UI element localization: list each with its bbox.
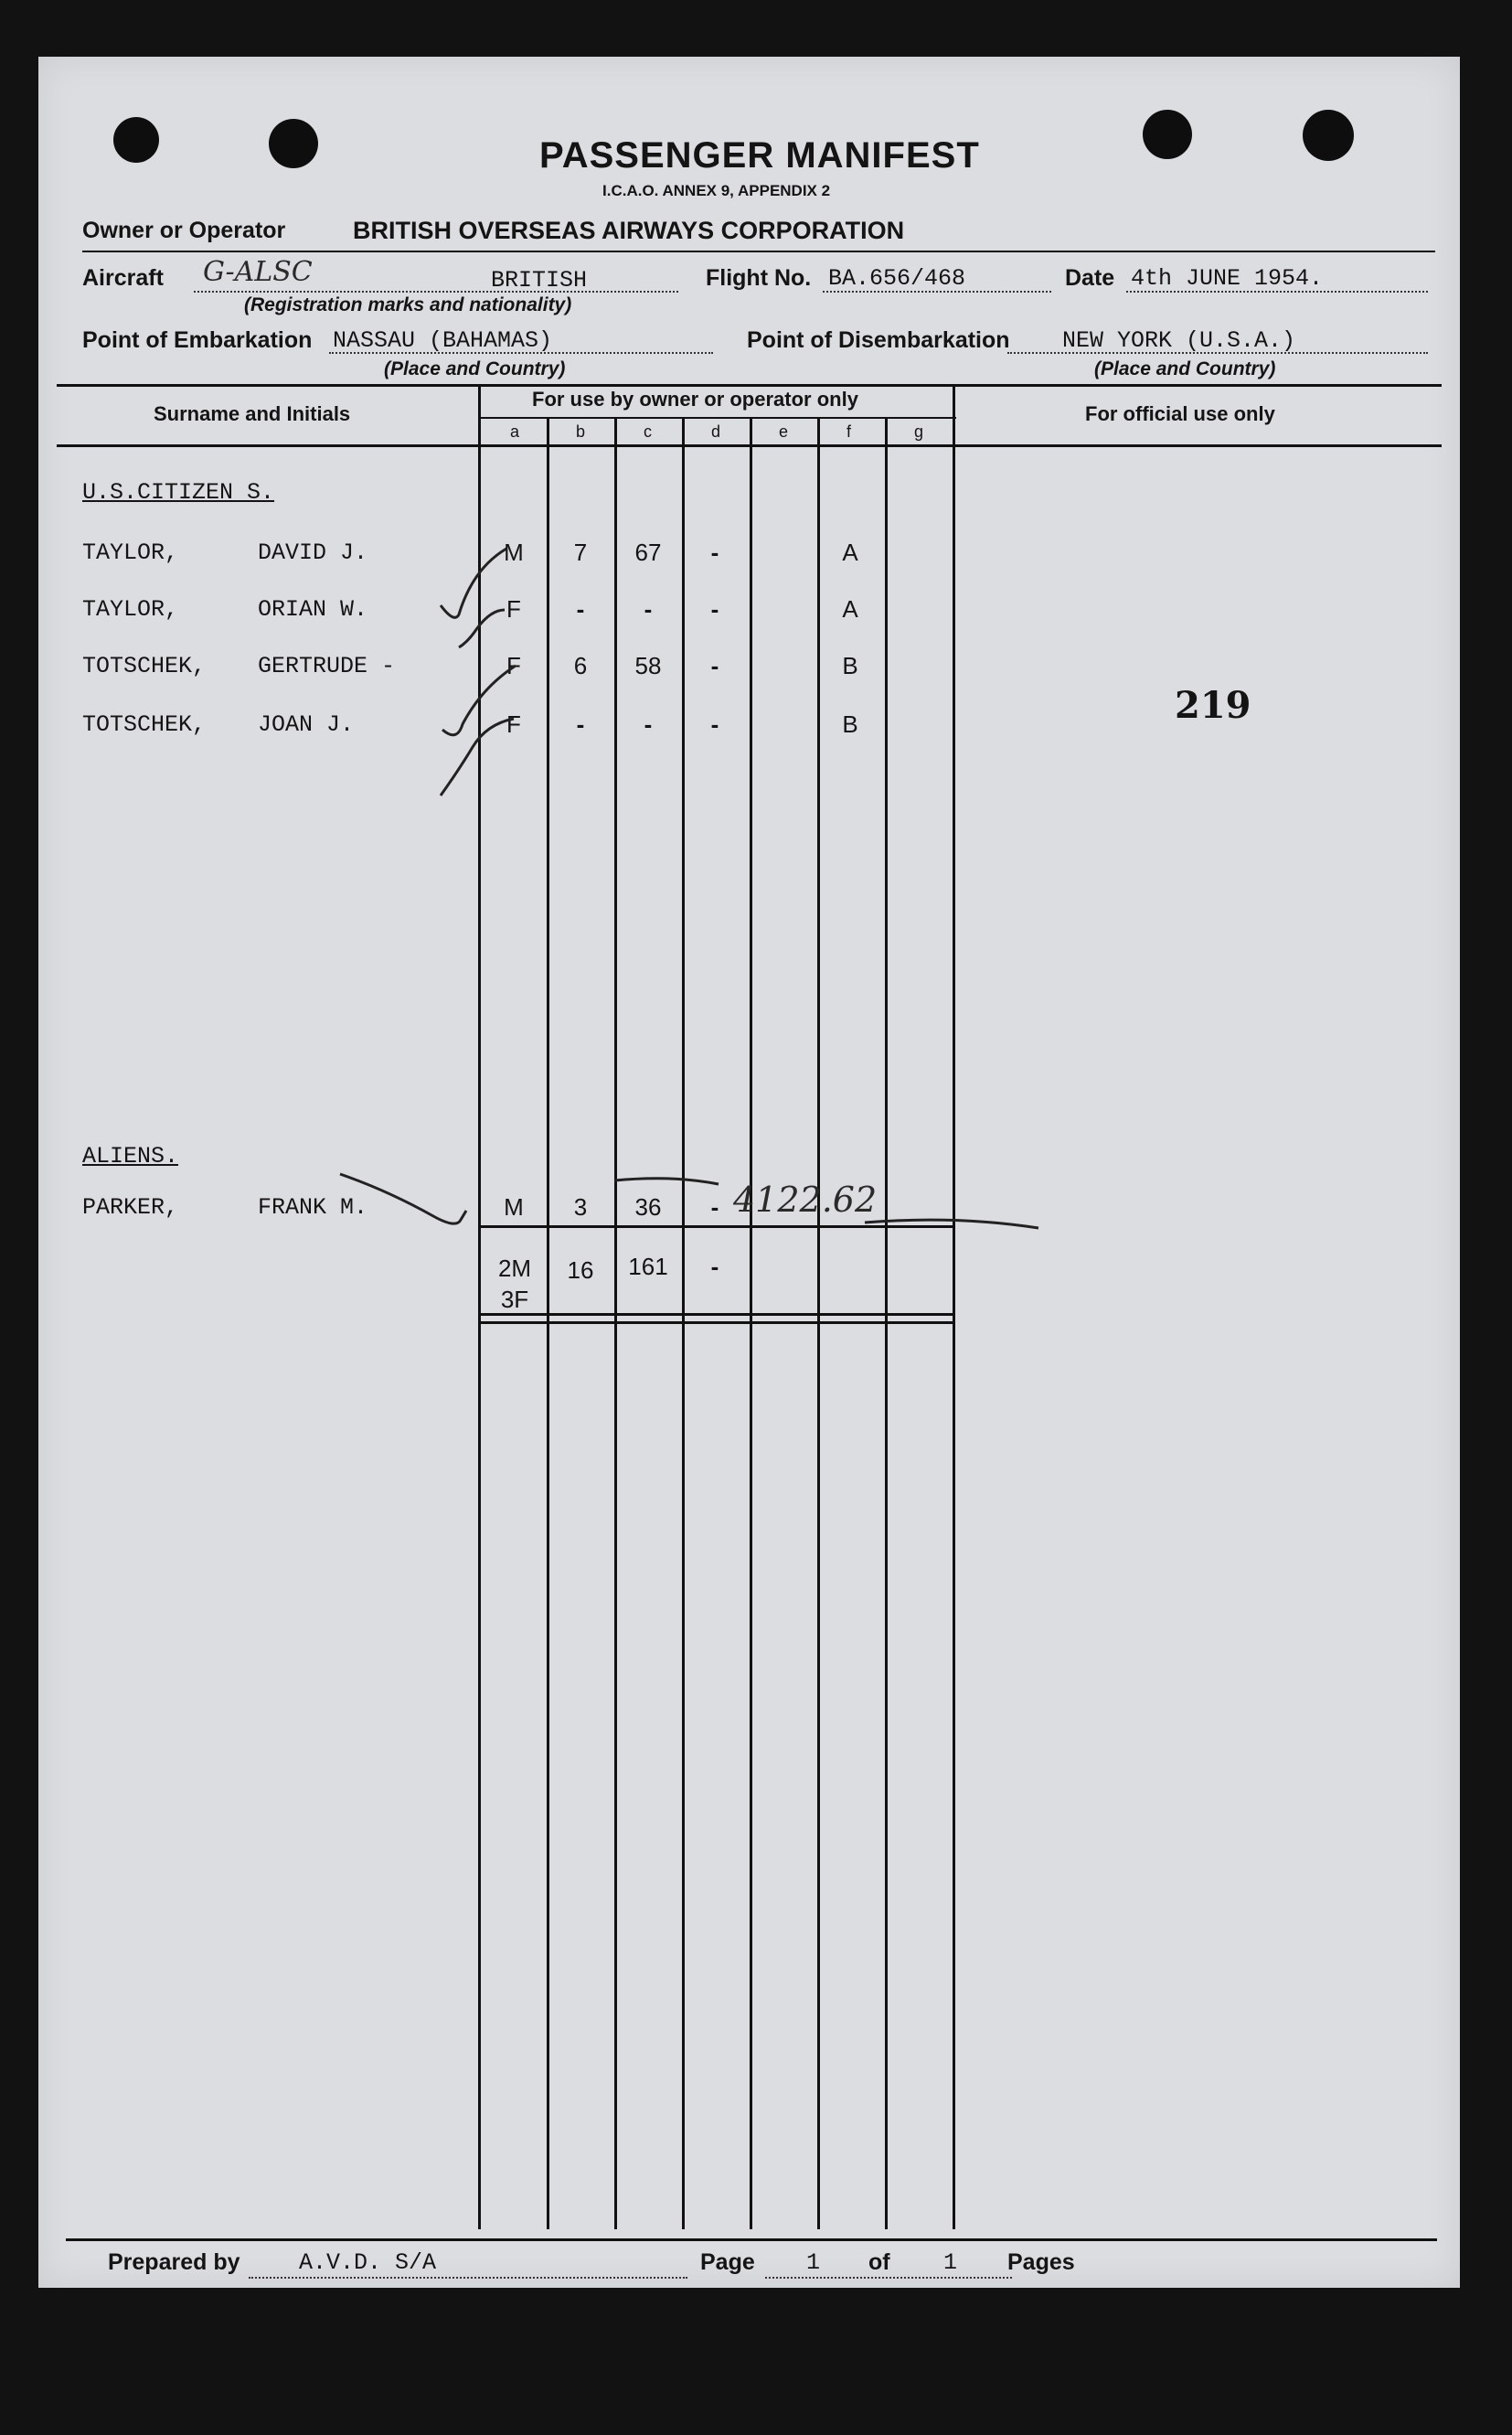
table-top-rule [57,384,1442,387]
embarkation-label: Point of Embarkation [82,327,313,353]
row3-col-a: F [506,652,521,679]
col-letter-a: a [510,422,520,441]
row2-surname: TAYLOR, [82,596,179,623]
total-col-d: - [710,1253,719,1280]
prepared-by-label: Prepared by [108,2249,240,2275]
footer-top-rule [66,2238,1437,2241]
flight-label: Flight No. [706,265,812,291]
disembark-place-note: (Place and Country) [1094,358,1276,379]
registration-note: (Registration marks and nationality) [244,294,572,315]
aircraft-dotted-line [194,291,678,293]
punch-hole-right-2 [1303,110,1354,161]
row2-col-d: - [710,595,719,623]
col-rule-2 [614,419,617,2229]
official-use-header: For official use only [1085,402,1275,425]
official-number: 219 [1175,684,1251,727]
row3-initials: GERTRUDE - [258,653,396,679]
row2-initials: ORIAN W. [258,596,368,623]
flight-dotted-line [823,291,1051,293]
total-col-a-line2: 3F [500,1286,529,1313]
row2-col-b: - [576,595,585,623]
owner-underline [82,251,1435,252]
row4-col-b: - [576,710,585,738]
col-letter-c: c [644,422,652,441]
row4-col-a: F [506,710,521,738]
row1-col-d: - [710,539,719,566]
row5-initials: FRANK M. [258,1194,368,1221]
section-title-aliens: ALIENS. [82,1143,179,1169]
flight-value: BA.656/468 [828,265,966,292]
row1-surname: TAYLOR, [82,539,179,566]
operator-group-header: For use by owner or operator only [532,388,858,411]
total-col-a-line1: 2M [497,1255,532,1282]
col-rule-7 [953,386,955,2229]
row1-col-a: M [504,539,524,566]
row4-col-c: - [644,710,653,738]
row1-col-c: 67 [634,539,662,566]
aircraft-nationality: BRITISH [491,267,588,294]
col-rule-3 [682,419,685,2229]
prepared-by-dotted-line [249,2277,687,2279]
row3-surname: TOTSCHEK, [82,653,207,679]
row4-initials: JOAN J. [258,711,355,738]
page-label: Page [700,2249,755,2275]
row2-col-f: A [842,595,858,623]
row5-col-d: - [710,1193,719,1221]
row5-surname: PARKER, [82,1194,179,1221]
date-value: 4th JUNE 1954. [1131,265,1324,292]
embark-place-note: (Place and Country) [384,358,566,379]
surname-header: Surname and Initials [154,402,351,425]
col-letter-f: f [847,422,852,441]
row2-col-c: - [644,595,653,623]
of-value: 1 [943,2249,958,2276]
page-value: 1 [806,2249,821,2276]
col-letter-e: e [779,422,789,441]
punch-hole-right-1 [1143,110,1192,159]
row3-col-b: 6 [573,652,588,679]
aircraft-value: G-ALSC [203,256,313,288]
row1-col-f: A [842,539,858,566]
col-letter-d: d [711,422,721,441]
row3-col-f: B [842,652,858,679]
prepared-by-value: A.V.D. S/A [299,2249,437,2276]
total-col-c: 161 [628,1253,668,1280]
totals-rule-lower-1 [478,1313,955,1316]
col-letter-b: b [576,422,586,441]
row5-col-c: 36 [634,1193,662,1221]
embarkation-dotted-line [329,352,713,354]
document-title: PASSENGER MANIFEST [539,135,980,176]
row2-col-a: F [506,595,521,623]
section-title-us-citizens: U.S.CITIZEN S. [82,479,275,506]
disembarkation-value: NEW YORK (U.S.A.) [1062,327,1296,354]
col-rule-6 [885,419,888,2229]
aircraft-label: Aircraft [82,265,164,291]
date-dotted-line [1126,291,1428,293]
row3-col-d: - [710,652,719,679]
owner-value: BRITISH OVERSEAS AIRWAYS CORPORATION [353,217,905,244]
disembarkation-dotted-line [1007,352,1428,354]
embarkation-value: NASSAU (BAHAMAS) [333,327,553,354]
owner-label: Owner or Operator [82,218,286,243]
row4-col-f: B [842,710,858,738]
of-label: of [868,2249,890,2275]
totals-rule-upper [478,1225,955,1228]
pages-label: Pages [1007,2249,1075,2275]
date-label: Date [1065,265,1115,291]
punch-hole-left-1 [113,117,159,163]
row1-initials: DAVID J. [258,539,368,566]
handwritten-note: 4122.62 [733,1180,878,1220]
row4-col-d: - [710,710,719,738]
page-dotted-line [765,2277,1012,2279]
punch-hole-left-2 [269,119,318,168]
row5-col-a: M [504,1193,524,1221]
disembarkation-label: Point of Disembarkation [747,327,1010,353]
check-marks [431,505,550,806]
document-subtitle: I.C.A.O. ANNEX 9, APPENDIX 2 [602,182,831,199]
row4-surname: TOTSCHEK, [82,711,207,738]
row1-col-b: 7 [573,539,588,566]
col-rule-4 [750,419,752,2229]
total-col-b: 16 [567,1256,594,1284]
col-rule-5 [817,419,820,2229]
col-letter-g: g [914,422,924,441]
row3-col-c: 58 [634,652,662,679]
totals-rule-lower-2 [478,1321,955,1324]
manifest-sheet [38,57,1460,2288]
row5-col-b: 3 [573,1193,588,1221]
